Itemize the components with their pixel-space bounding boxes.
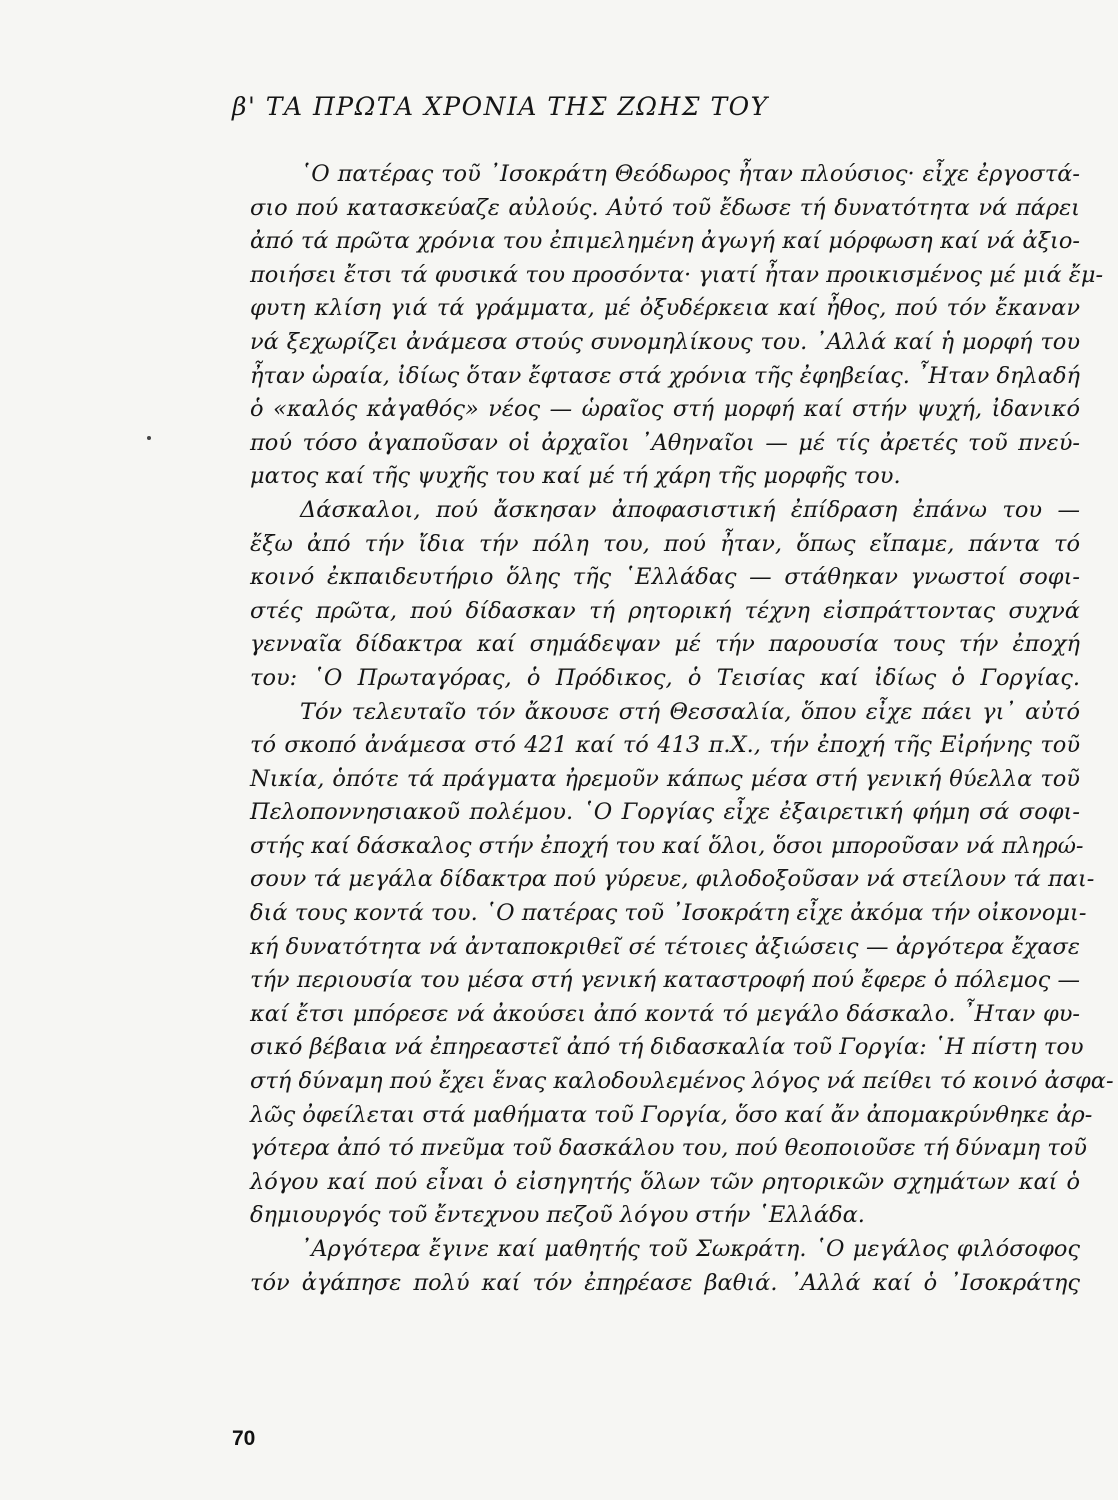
text-line: ἀπό τά πρῶτα χρόνια του ἐπιμελημένη ἀγωγή καί μόρφωση καί νά ἀξιο- <box>250 228 1080 255</box>
text-line: ποιήσει ἔτσι τά φυσικά του προσόντα· γιατί ἦταν προικισμένος μέ μιά ἔμ- <box>250 261 1104 288</box>
text-line: Νικία, ὁπότε τά πράγματα ἠρεμοῦν κάπως μέσα στή γενική θύελλα τοῦ <box>250 765 1080 792</box>
text-line: γότερα ἀπό τό πνεῦμα τοῦ δασκάλου του, πού θεοποιοῦσε τή δύναμη τοῦ <box>250 1135 1087 1162</box>
text-line: τήν περιουσία του μέσα στή γενική καταστροφή πού ἔφερε ὁ πόλεμος — <box>250 967 1080 994</box>
text-line: ὁ «καλός κἀγαθός» νέος — ὡραῖος στή μορφή καί στήν ψυχή, ἰδανικό <box>250 396 1080 423</box>
text-line: ῾Ο πατέρας τοῦ ᾿Ισοκράτη Θεόδωρος ἦταν πλούσιος· εἶχε ἐργοστά- <box>300 161 1080 187</box>
text-line: τόν ἀγάπησε πολύ καί τόν ἐπηρέασε βαθιά. ᾿Αλλά καί ὁ ᾿Ισοκράτης <box>250 1269 1080 1296</box>
text-line: ματος καί τῆς ψυχῆς του καί μέ τή χάρη τῆς μορφῆς του. <box>250 463 901 490</box>
text-line: κοινό ἐκπαιδευτήριο ὅλης τῆς ῾Ελλάδας — στάθηκαν γνωστοί σοφι- <box>250 564 1080 591</box>
text-line: λόγου καί πού εἶναι ὁ εἰσηγητής ὅλων τῶν ρητορικῶν σχημάτων καί ὁ <box>250 1168 1080 1195</box>
body-text <box>250 158 1114 1300</box>
margin-mark <box>147 436 151 440</box>
text-line: ἔξω ἀπό τήν ἴδια τήν πόλη του, πού ἦταν, ὅπως εἴπαμε, πάντα τό <box>250 530 1080 557</box>
text-line: στής καί δάσκαλος στήν ἐποχή του καί ὅλοι, ὅσοι μποροῦσαν νά πληρώ- <box>250 832 1084 859</box>
text-line: κή δυνατότητα νά ἀνταποκριθεῖ σέ τέτοιες ἀξιώσεις — ἀργότερα ἔχασε <box>250 933 1080 960</box>
text-line: ἦταν ὡραία, ἰδίως ὅταν ἔφτασε στά χρόνια τῆς ἐφηβείας. ῏Ηταν δηλαδή <box>250 362 1080 389</box>
text-line: του: ῾Ο Πρωταγόρας, ὁ Πρόδικος, ὁ Τεισίας καί ἰδίως ὁ Γοργίας. <box>250 664 1080 691</box>
text-line: Δάσκαλοι, πού ἄσκησαν ἀποφασιστική ἐπίδραση ἐπάνω του — <box>300 496 1080 523</box>
text-line: γενναῖα δίδακτρα καί σημάδεψαν μέ τήν παρουσία τους τήν ἐποχή <box>250 631 1080 658</box>
text-line: φυτη κλίση γιά τά γράμματα, μέ ὀξυδέρκεια καί ἦθος, πού τόν ἔκαναν <box>250 295 1080 322</box>
text-line: πού τόσο ἀγαποῦσαν οἱ ἀρχαῖοι ᾿Αθηναῖοι — μέ τίς ἀρετές τοῦ πνεύ- <box>250 429 1080 456</box>
text-line: διά τους κοντά του. ῾Ο πατέρας τοῦ ᾿Ισοκράτη εἶχε ἀκόμα τήν οἰκονομι- <box>250 900 1087 927</box>
chapter-title: β' ΤΑ ΠΡΩΤΑ ΧΡΟΝΙΑ ΤΗΣ ΖΩΗΣ ΤΟΥ <box>232 92 769 121</box>
text-line: δημιουργός τοῦ ἔντεχνου πεζοῦ λόγου στήν ῾Ελλάδα. <box>250 1202 865 1229</box>
text-line: σιο πού κατασκεύαζε αὐλούς. Αὐτό τοῦ ἔδωσε τή δυνατότητα νά πάρει <box>250 194 1080 221</box>
text-line: Πελοποννησιακοῦ πολέμου. ῾Ο Γοργίας εἶχε ἐξαιρετική φήμη σά σοφι- <box>250 799 1080 826</box>
text-line: στές πρῶτα, πού δίδασκαν τή ρητορική τέχνη εἰσπράττοντας συχνά <box>250 597 1080 624</box>
text-line: σουν τά μεγάλα δίδακτρα πού γύρευε, φιλοδοξοῦσαν νά στείλουν τά παι- <box>250 866 1095 893</box>
text-line: τό σκοπό ἀνάμεσα στό 421 καί τό 413 π.Χ., τήν ἐποχή τῆς Εἰρήνης τοῦ <box>250 732 1080 759</box>
text-line: σικό βέβαια νά ἐπηρεαστεῖ ἀπό τή διδασκαλία τοῦ Γοργία: ῾Η πίστη του <box>250 1034 1084 1061</box>
page-number: 70 <box>232 1427 256 1450</box>
text-line: νά ξεχωρίζει ἀνάμεσα στούς συνομηλίκους του. ᾿Αλλά καί ἡ μορφή του <box>250 328 1080 355</box>
text-line: Τόν τελευταῖο τόν ἄκουσε στή Θεσσαλία, ὅπου εἶχε πάει γι᾿ αὐτό <box>300 698 1080 725</box>
text-line: λῶς ὀφείλεται στά μαθήματα τοῦ Γοργία, ὅσο καί ἄν ἀπομακρύνθηκε ἀρ- <box>250 1101 1093 1128</box>
text-line: στή δύναμη πού ἔχει ἕνας καλοδουλεμένος λόγος νά πείθει τό κοινό ἀσφα- <box>250 1068 1114 1095</box>
text-line: καί ἔτσι μπόρεσε νά ἀκούσει ἀπό κοντά τό μεγάλο δάσκαλο. ῏Ηταν φυ- <box>250 1000 1080 1027</box>
text-line: ᾿Αργότερα ἔγινε καί μαθητής τοῦ Σωκράτη. ῾Ο μεγάλος φιλόσοφος <box>300 1236 1080 1262</box>
